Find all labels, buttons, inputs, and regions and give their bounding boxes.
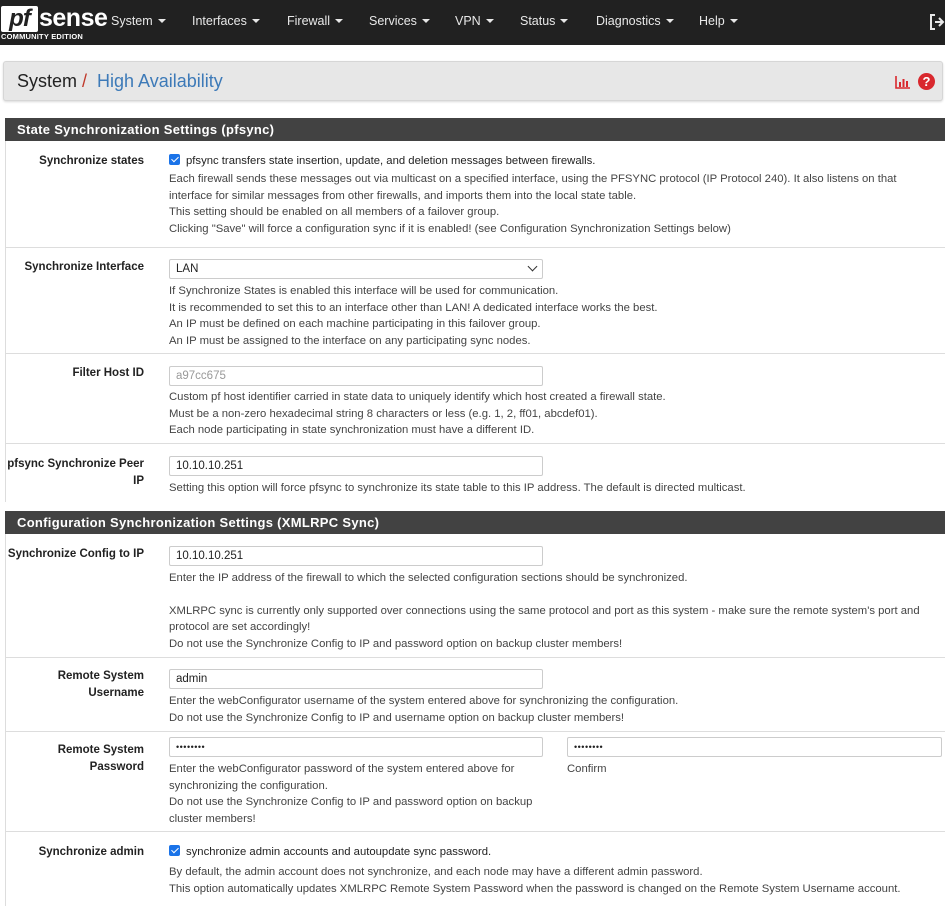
synchronize-states-label: Synchronize states (39, 155, 144, 167)
filter-host-id-label: Filter Host ID (72, 367, 144, 379)
logo-edition: COMMUNITY EDITION (1, 32, 84, 41)
synchronize-states-checkbox-text: pfsync transfers state insertion, update, and deletion messages between firewalls. (186, 155, 596, 167)
help-text: synchronizing the configuration. (169, 779, 328, 792)
help-text: protocol are set accordingly! (169, 621, 311, 633)
help-text: Custom pf host identifier carried in state data to uniquely identify which host created a firewall state. (169, 391, 666, 403)
config-sync-panel (5, 534, 945, 906)
pfsense-logo[interactable] (0, 3, 108, 43)
help-text: Do not use the Synchronize Config to IP and password option on backup cluster members! (169, 637, 623, 650)
synchronize-admin-help (169, 864, 939, 897)
remote-password-label-line2: Password (89, 761, 144, 773)
remote-password-help (169, 761, 549, 827)
remote-username-label-line2: Username (88, 687, 144, 699)
row-synchronize-interface (6, 248, 945, 354)
remote-username-help (169, 693, 939, 726)
help-text: It is recommended to set this to an interface other than LAN! A dedicated interface works the best. (169, 301, 658, 314)
breadcrumb-separator: / (82, 71, 88, 91)
remote-password-input[interactable]: •••••••• (169, 737, 543, 757)
synchronize-interface-select[interactable] (169, 259, 543, 279)
help-text: Enter the IP address of the firewall to which the selected configuration sections should be synchronized. (169, 572, 688, 584)
filter-host-id-input[interactable]: a97cc675 (169, 366, 543, 386)
nav-system[interactable] (111, 0, 166, 45)
synchronize-config-ip-help (169, 570, 939, 652)
row-synchronize-config-ip (6, 534, 945, 658)
synchronize-interface-help (169, 283, 939, 349)
nav-services[interactable] (369, 0, 430, 45)
remote-username-input[interactable]: admin (169, 669, 543, 689)
synchronize-admin-checkbox-text: synchronize admin accounts and autoupdate sync password. (186, 846, 492, 858)
help-text: This option automatically updates XMLRPC Remote System Password when the password is changed on the Remote System Username account. (169, 882, 901, 895)
row-filter-host-id (6, 354, 945, 444)
nav-firewall-label: Firewall (287, 14, 331, 28)
help-icon[interactable]: ? (918, 73, 935, 90)
help-text: interface for similar messages from other firewalls, and imports them into the local state table. (169, 189, 637, 202)
nav-interfaces[interactable] (192, 0, 260, 45)
help-text: By default, the admin account does not synchronize, and each node may have a different admin password. (169, 866, 703, 878)
synchronize-interface-label: Synchronize Interface (24, 261, 144, 273)
synchronize-states-checkbox[interactable] (169, 154, 180, 165)
row-remote-password (6, 732, 945, 832)
chevron-down-icon (252, 19, 260, 23)
synchronize-states-field (169, 153, 939, 237)
help-text: Do not use the Synchronize Config to IP and username option on backup cluster members! (169, 711, 625, 724)
synchronize-states-help (169, 171, 939, 237)
help-text: Setting this option will force pfsync to synchronize its state table to this IP address. The default is directed multicast. (169, 482, 746, 494)
row-synchronize-admin (6, 832, 945, 906)
synchronize-config-ip-input[interactable]: 10.10.10.251 (169, 546, 543, 566)
help-text: Must be a non-zero hexadecimal string 8 characters or less (e.g. 1, 2, ff01, abcdef01). (169, 407, 598, 420)
logout-icon[interactable] (929, 13, 945, 31)
synchronize-states-checkbox-line[interactable] (169, 153, 939, 169)
pfsync-peer-ip-input[interactable]: 10.10.10.251 (169, 456, 543, 476)
chevron-down-icon (560, 19, 568, 23)
logo-pf: pf (1, 6, 38, 32)
nav-status[interactable] (520, 0, 568, 45)
row-remote-username (6, 658, 945, 732)
chevron-down-icon (158, 19, 166, 23)
config-sync-panel-title: Configuration Synchronization Settings (XMLRPC Sync) (5, 511, 945, 534)
remote-username-label-line1: Remote System (57, 670, 144, 682)
top-navbar (0, 0, 945, 45)
row-pfsync-peer-ip (6, 444, 945, 502)
nav-system-label: System (111, 14, 153, 28)
help-text: Each firewall sends these messages out via multicast on a specified interface, using the PFSYNC protocol (IP Protocol 240). It also listens on that (169, 173, 897, 185)
synchronize-config-ip-label: Synchronize Config to IP (7, 548, 144, 560)
state-sync-panel-title: State Synchronization Settings (pfsync) (5, 118, 945, 141)
remote-username-label (58, 668, 144, 702)
nav-help[interactable] (699, 0, 738, 45)
page-title[interactable]: High Availability (97, 71, 223, 91)
remote-password-label-line1: Remote System (57, 744, 144, 756)
chevron-down-icon (335, 19, 343, 23)
help-text: An IP must be assigned to the interface on any participating sync nodes. (169, 334, 531, 347)
nav-services-label: Services (369, 14, 417, 28)
help-text: An IP must be defined on each machine participating in this failover group. (169, 318, 541, 330)
bar-chart-icon[interactable] (895, 75, 911, 89)
chevron-down-icon (486, 19, 494, 23)
help-text: cluster members! (169, 812, 256, 825)
remote-password-confirm-input[interactable]: •••••••• (567, 737, 942, 757)
breadcrumb-root[interactable] (17, 71, 87, 92)
help-text: Each node participating in state synchronization must have a different ID. (169, 424, 535, 436)
remote-password-label (58, 742, 144, 776)
help-text: Enter the webConfigurator password of the system entered above for (169, 763, 515, 775)
nav-status-label: Status (520, 14, 556, 28)
nav-help-label: Help (699, 14, 725, 28)
synchronize-admin-checkbox[interactable] (169, 845, 180, 856)
breadcrumb-root-label: System (17, 71, 78, 91)
state-sync-panel (5, 141, 945, 502)
chevron-down-icon (666, 19, 674, 23)
help-text: Enter the webConfigurator username of the system entered above for synchronizing the configuration. (169, 695, 679, 707)
row-synchronize-states (6, 141, 945, 248)
pfsync-peer-ip-label-line2: IP (133, 475, 144, 487)
pfsync-peer-ip-label (7, 456, 144, 490)
help-text: XMLRPC sync is currently only supported over connections using the same protocol and port as this system - make sure the remote system's port and (169, 604, 920, 617)
nav-firewall[interactable] (287, 0, 343, 45)
filter-host-id-help (169, 389, 939, 439)
chevron-down-icon (528, 262, 538, 272)
nav-diagnostics-label: Diagnostics (596, 14, 661, 28)
breadcrumb (3, 61, 943, 101)
confirm-label: Confirm (567, 763, 607, 775)
pfsync-peer-ip-label-line1: pfsync Synchronize Peer (7, 458, 144, 470)
logo-sense: sense (39, 4, 108, 32)
synchronize-admin-checkbox-line[interactable] (169, 844, 939, 860)
pfsync-peer-ip-help (169, 480, 939, 497)
synchronize-interface-value: LAN (176, 263, 199, 275)
nav-vpn-label: VPN (455, 14, 481, 28)
help-text: Do not use the Synchronize Config to IP and password option on backup (169, 796, 533, 808)
nav-interfaces-label: Interfaces (192, 14, 247, 28)
help-text: This setting should be enabled on all members of a failover group. (169, 206, 500, 218)
synchronize-admin-label: Synchronize admin (38, 846, 144, 858)
nav-vpn[interactable] (455, 0, 494, 45)
chevron-down-icon (730, 19, 738, 23)
synchronize-admin-field (169, 844, 939, 897)
nav-diagnostics[interactable] (596, 0, 674, 45)
chevron-down-icon (422, 19, 430, 23)
help-text: Clicking "Save" will force a configuration sync if it is enabled! (see Configuration Synchronization Settings below) (169, 222, 731, 235)
help-text: If Synchronize States is enabled this interface will be used for communication. (169, 285, 559, 297)
